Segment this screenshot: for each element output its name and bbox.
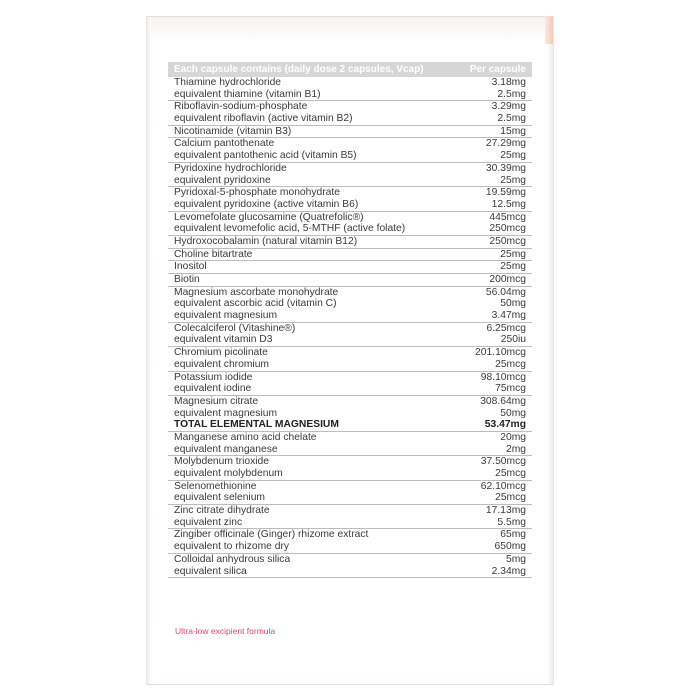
ingredient-amount: 53.47mg <box>484 419 526 431</box>
ingredient-line <box>168 287 532 299</box>
ingredient-line <box>168 310 532 322</box>
ingredient-amount: 2.34mg <box>491 565 526 577</box>
ingredient-amount: 15mg <box>500 125 526 137</box>
ingredient-name: equivalent zinc <box>174 516 243 528</box>
ingredient-name: Manganese amino acid chelate <box>174 431 317 443</box>
ingredient-amount: 308.64mg <box>480 395 526 407</box>
ingredient-name: TOTAL ELEMENTAL MAGNESIUM <box>174 419 339 431</box>
ingredient-line <box>168 163 532 175</box>
ingredient-name: Nicotinamide (vitamin B3) <box>174 125 292 137</box>
ingredient-name: Magnesium ascorbate monohydrate <box>174 286 339 298</box>
ingredient-amount: 650mg <box>494 541 526 553</box>
ingredient-amount: 5.5mg <box>497 516 526 528</box>
nutrition-table <box>168 62 532 578</box>
ingredient-line <box>168 396 532 408</box>
ingredient-amount: 25mcg <box>495 492 526 504</box>
ingredient-name: equivalent magnesium <box>174 310 278 322</box>
ingredient-amount: 201.10mcg <box>475 347 526 359</box>
ingredient-amount: 3.29mg <box>491 101 526 113</box>
ingredient-name: equivalent molybdenum <box>174 468 283 479</box>
ingredient-line <box>168 126 532 138</box>
ingredient-amount: 445mcg <box>489 211 526 223</box>
table-row <box>168 261 532 274</box>
ingredient-amount: 25mg <box>500 248 526 260</box>
ingredient-name: Magnesium citrate <box>174 395 259 407</box>
header-ingredient: Each capsule contains (daily dose 2 capsules, Vcap) <box>174 64 424 75</box>
ingredient-line <box>168 199 532 211</box>
ingredient-line <box>168 323 532 335</box>
table-row <box>168 554 532 578</box>
table-body <box>168 77 532 578</box>
ingredient-name: equivalent chromium <box>174 358 270 370</box>
ingredient-amount: 250mcg <box>489 235 526 247</box>
ingredient-line <box>168 212 532 224</box>
table-row <box>168 163 532 187</box>
ingredient-name: equivalent to rhizome dry <box>174 541 290 553</box>
ingredient-name: equivalent manganese <box>174 443 278 455</box>
ingredient-line <box>168 223 532 235</box>
table-row <box>168 126 532 139</box>
table-header <box>168 62 532 77</box>
ingredient-name: Potassium iodide <box>174 371 253 383</box>
ingredient-name: Biotin <box>174 274 200 285</box>
ingredient-line <box>168 187 532 199</box>
table-row <box>168 249 532 262</box>
ingredient-line <box>168 372 532 384</box>
ingredient-amount: 12.5mg <box>491 198 526 210</box>
ingredient-line <box>168 517 532 529</box>
ingredient-line <box>168 138 532 150</box>
table-row <box>168 396 532 432</box>
table-row <box>168 529 532 553</box>
ingredient-amount: 25mcg <box>495 468 526 479</box>
ingredient-name: Chromium picolinate <box>174 347 268 359</box>
ingredient-amount: 250mcg <box>489 223 526 235</box>
ingredient-line <box>168 383 532 395</box>
table-row <box>168 456 532 480</box>
ingredient-name: equivalent riboflavin (active vitamin B2) <box>174 113 353 125</box>
ingredient-line <box>168 554 532 566</box>
ingredient-line <box>168 408 532 420</box>
ingredient-amount: 3.47mg <box>491 310 526 322</box>
ingredient-line <box>168 529 532 541</box>
box-right-edge <box>547 17 553 684</box>
ingredient-line <box>168 566 532 578</box>
ingredient-name: equivalent pyridoxine <box>174 174 271 186</box>
excipient-note: Ultra-low excipient formula <box>175 626 276 636</box>
ingredient-name: Zinc citrate dihydrate <box>174 505 270 517</box>
ingredient-line <box>168 236 532 248</box>
ingredient-line <box>168 492 532 504</box>
table-row <box>168 236 532 249</box>
header-amount: Per capsule <box>469 64 526 75</box>
ingredient-amount: 2mg <box>505 443 526 455</box>
ingredient-line <box>168 432 532 444</box>
ingredient-name: Hydroxocobalamin (natural vitamin B12) <box>174 235 358 247</box>
ingredient-line <box>168 261 532 273</box>
ingredient-amount: 25mg <box>500 261 526 273</box>
ingredient-name: Molybdenum trioxide <box>174 456 270 468</box>
ingredient-amount: 65mg <box>500 529 526 541</box>
ingredient-line <box>168 334 532 346</box>
ingredient-name: equivalent selenium <box>174 492 266 504</box>
ingredient-amount: 27.29mg <box>485 138 526 150</box>
ingredient-name: Levomefolate glucosamine (Quatrefolic®) <box>174 211 364 223</box>
product-box <box>147 16 553 685</box>
ingredient-line <box>168 150 532 162</box>
ingredient-amount: 19.59mg <box>485 187 526 199</box>
ingredient-amount: 62.10mcg <box>480 480 526 492</box>
ingredient-name: equivalent silica <box>174 565 247 577</box>
total-line <box>168 419 532 431</box>
ingredient-name: equivalent magnesium <box>174 407 278 419</box>
ingredient-amount: 37.50mcg <box>480 456 526 468</box>
table-row <box>168 432 532 456</box>
ingredient-line <box>168 359 532 371</box>
ingredient-name: Pyridoxal-5-phosphate monohydrate <box>174 187 340 199</box>
ingredient-amount: 250iu <box>500 334 526 346</box>
ingredient-name: equivalent thiamine (vitamin B1) <box>174 88 321 100</box>
ingredient-amount: 20mg <box>500 431 526 443</box>
table-row <box>168 187 532 211</box>
ingredient-amount: 25mg <box>500 174 526 186</box>
ingredient-line <box>168 274 532 286</box>
ingredient-name: Calcium pantothenate <box>174 138 275 150</box>
ingredient-amount: 200mcg <box>489 274 526 285</box>
ingredient-line <box>168 175 532 187</box>
table-row <box>168 481 532 505</box>
ingredient-line <box>168 347 532 359</box>
ingredient-line <box>168 505 532 517</box>
ingredient-line <box>168 298 532 310</box>
ingredient-line <box>168 444 532 456</box>
table-row <box>168 274 532 287</box>
ingredient-amount: 50mg <box>500 298 526 310</box>
ingredient-name: equivalent pantothenic acid (vitamin B5) <box>174 150 357 162</box>
ingredient-amount: 25mg <box>500 150 526 162</box>
ingredient-name: Pyridoxine hydrochloride <box>174 162 287 174</box>
table-row <box>168 212 532 236</box>
table-row <box>168 347 532 371</box>
ingredient-name: Riboflavin-sodium-phosphate <box>174 101 308 113</box>
ingredient-name: equivalent vitamin D3 <box>174 334 273 346</box>
ingredient-name: equivalent levomefolic acid, 5-MTHF (active folate) <box>174 223 406 235</box>
ingredient-name: Selenomethionine <box>174 480 257 492</box>
ingredient-name: Thiamine hydrochloride <box>174 77 282 88</box>
ingredient-name: Colloidal anhydrous silica <box>174 553 291 565</box>
ingredient-amount: 5mg <box>505 553 526 565</box>
table-row <box>168 323 532 347</box>
ingredient-line <box>168 468 532 480</box>
box-corner-tab <box>545 16 553 44</box>
ingredient-name: equivalent ascorbic acid (vitamin C) <box>174 298 337 310</box>
ingredient-line <box>168 77 532 89</box>
ingredient-name: Choline bitartrate <box>174 248 253 260</box>
table-row <box>168 138 532 162</box>
table-row <box>168 77 532 101</box>
ingredient-amount: 3.18mg <box>491 77 526 88</box>
ingredient-line <box>168 481 532 493</box>
table-row <box>168 101 532 125</box>
ingredient-name: Zingiber officinale (Ginger) rhizome extract <box>174 529 369 541</box>
ingredient-amount: 2.5mg <box>497 88 526 100</box>
box-left-edge <box>147 17 151 684</box>
ingredient-amount: 30.39mg <box>485 162 526 174</box>
ingredient-line <box>168 101 532 113</box>
table-row <box>168 505 532 529</box>
ingredient-line <box>168 249 532 261</box>
ingredient-amount: 25mcg <box>495 358 526 370</box>
ingredient-amount: 56.04mg <box>485 286 526 298</box>
ingredient-name: equivalent pyridoxine (active vitamin B6) <box>174 198 359 210</box>
ingredient-name: Colecalciferol (Vitashine®) <box>174 322 296 334</box>
table-row <box>168 287 532 323</box>
ingredient-name: Inositol <box>174 261 207 273</box>
ingredient-amount: 50mg <box>500 407 526 419</box>
ingredient-line <box>168 456 532 468</box>
ingredient-name: equivalent iodine <box>174 383 252 395</box>
box-top-edge <box>148 17 552 43</box>
ingredient-amount: 6.25mcg <box>486 322 526 334</box>
ingredient-amount: 98.10mcg <box>480 371 526 383</box>
ingredient-line <box>168 541 532 553</box>
ingredient-line <box>168 113 532 125</box>
ingredient-amount: 17.13mg <box>485 505 526 517</box>
ingredient-amount: 2.5mg <box>497 113 526 125</box>
table-row <box>168 372 532 396</box>
ingredient-amount: 75mcg <box>495 383 526 395</box>
ingredient-line <box>168 89 532 101</box>
